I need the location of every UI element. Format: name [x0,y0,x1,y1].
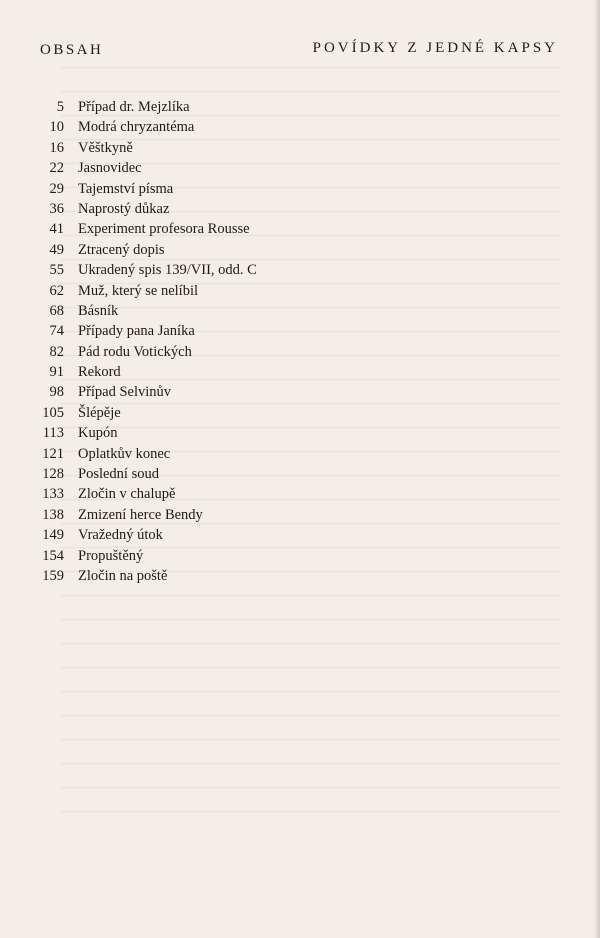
toc-page-number: 10 [49,119,64,136]
toc-story-title: Pád rodu Votických [78,343,192,360]
toc-entry [30,466,430,486]
toc-story-title: Ztracený dopis [78,241,165,258]
toc-entry [30,181,430,201]
toc-entry [30,568,430,588]
toc-page-number: 154 [42,547,64,564]
toc-entry [30,140,430,160]
toc-story-title: Zmizení herce Bendy [78,506,203,523]
toc-page-number: 62 [49,282,64,299]
toc-story-title: Věštkyně [78,139,133,156]
toc-entry [30,527,430,547]
toc-entry [30,99,430,119]
toc-story-title: Básník [78,302,119,319]
toc-page-number: 55 [49,262,64,279]
toc-page-number: 82 [49,343,64,360]
toc-story-title: Případy pana Janíka [78,323,195,340]
toc-story-title: Experiment profesora Rousse [78,221,250,238]
toc-story-title: Šlépěje [78,404,121,421]
toc-entry [30,486,430,506]
toc-page-number: 159 [42,567,64,584]
toc-story-title: Poslední soud [78,466,159,483]
toc-story-title: Kupón [78,425,118,442]
toc-entry [30,425,430,445]
toc-page-number: 41 [49,221,64,238]
toc-entry [30,283,430,303]
toc-page-number: 113 [42,425,64,442]
toc-entry [30,323,430,343]
toc-story-title: Vražedný útok [78,527,163,544]
toc-story-title: Rekord [78,364,121,381]
toc-entry [30,384,430,404]
toc-entry [30,507,430,527]
page-heading-contents: OBSAH [40,42,104,58]
toc-story-title: Modrá chryzantéma [78,119,195,136]
toc-story-title: Zločin na poště [78,567,168,584]
toc-entry [30,364,430,384]
toc-entry [30,446,430,466]
toc-story-title: Ukradený spis 139/VII, odd. C [78,262,257,279]
toc-entry [30,262,430,282]
toc-entry [30,548,430,568]
toc-entry [30,119,430,139]
table-of-contents [30,99,430,588]
toc-story-title: Tajemství písma [78,180,174,197]
toc-page-number: 138 [42,506,64,523]
toc-page-number: 16 [49,139,64,156]
toc-entry [30,160,430,180]
page-edge-shadow [594,0,600,938]
toc-page-number: 36 [49,200,64,217]
toc-story-title: Zločin v chalupě [78,486,176,503]
toc-story-title: Oplatkův konec [78,445,171,462]
toc-story-title: Případ dr. Mejzlíka [78,99,190,115]
toc-page-number: 49 [49,241,64,258]
toc-page-number: 29 [49,180,64,197]
toc-page-number: 68 [49,302,64,319]
toc-story-title: Muž, který se nelíbil [78,282,199,299]
toc-page-number: 149 [42,527,64,544]
toc-entry [30,201,430,221]
toc-page-number: 91 [49,364,64,381]
toc-page-number: 5 [56,99,64,115]
toc-page-number: 74 [49,323,64,340]
toc-story-title: Naprostý důkaz [78,200,170,217]
toc-entry [30,405,430,425]
toc-entry [30,242,430,262]
toc-page-number: 121 [42,445,64,462]
toc-entry [30,221,430,241]
toc-page-number: 105 [42,404,64,421]
toc-page-number: 128 [42,466,64,483]
toc-entry [30,344,430,364]
toc-entry [30,303,430,323]
toc-story-title: Propuštěný [78,547,144,564]
toc-page-number: 22 [49,160,64,177]
toc-page-number: 133 [42,486,64,503]
toc-story-title: Případ Selvinův [78,384,172,401]
toc-page-number: 98 [49,384,64,401]
running-head-book-title: POVÍDKY Z JEDNÉ KAPSY [312,40,558,56]
toc-story-title: Jasnovidec [78,160,142,177]
